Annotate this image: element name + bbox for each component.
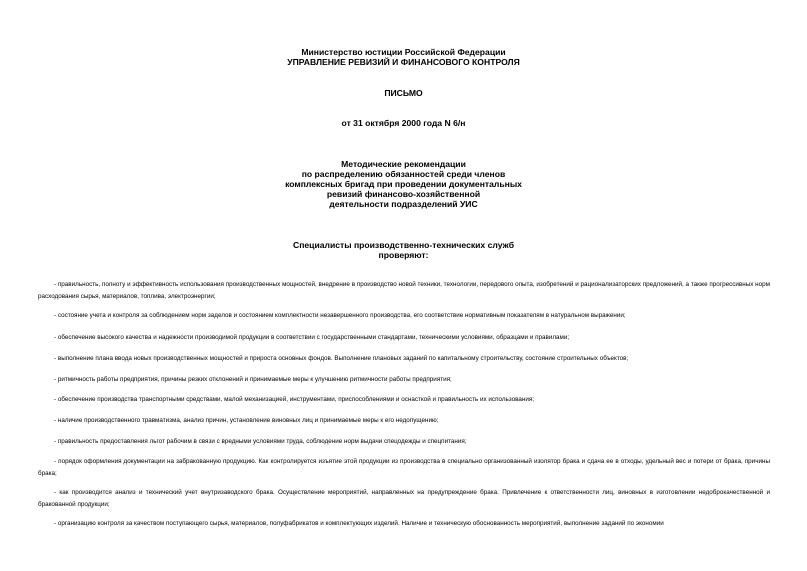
list-item: - состояние учета и контроля за соблюдением норм заделов и состоянием комплектности незавершенного производства, его соответствие нормативным показателям в натуральном выражении; xyxy=(54,312,626,319)
list-item: - правильность предоставления льгот рабочим в связи с вредными условиями труда, соблюдение норм выдачи спецодежды и спецпитания; xyxy=(54,438,467,445)
title-line: по распределению обязанностей среди членов xyxy=(301,169,506,179)
list-item: - порядок оформления документации на забракованную продукцию. Как контролируется изъятие этой продукции из производства в специально организованный изолятор брака и сдача ее в отходы, удельный вес и потери от брака, причины брака; xyxy=(38,458,770,477)
issuer-department: УПРАВЛЕНИЕ РЕВИЗИЙ И ФИНАНСОВОГО КОНТРОЛЯ xyxy=(287,57,520,67)
title-line: комплексных бригад при проведении документальных xyxy=(285,179,522,189)
title-line: деятельности подразделений УИС xyxy=(329,199,478,209)
issuer-block xyxy=(0,47,807,67)
list-item: - обеспечение производства транспортными средствами, малой механизацией, инструментами, приспособлениями и оснасткой и правильность их использования; xyxy=(54,396,535,403)
document-title xyxy=(0,159,807,209)
section-heading-line: Специалисты производственно-технических служб xyxy=(292,240,515,250)
document-date-label: от 31 октября 2000 года N 6/н xyxy=(341,118,466,128)
section-heading xyxy=(0,240,807,260)
list-item: - наличие производственного травматизма, анализ причин, установление виновных лиц и принимаемые меры к его недопущению; xyxy=(54,417,439,424)
list-item: - выполнение плана ввода новых производственных мощностей и прироста основных фондов. Выполнение плановых заданий по капитальному строительству, состояние строительных объектов; xyxy=(54,355,629,362)
list-item: - как производится анализ и технический учет внутризаводского брака. Осуществление мероприятий, направленных на предупреждение брака. Привлечение к ответственности лиц, виновных в изготовлении недоброкачественной и бракованной продукции; xyxy=(38,489,770,508)
list-item: - правильность, полноту и эффективность использования производственных мощностей, внедрение в производство новой техники, технологии, передового опыта, изобретений и рационализаторских предложений, а также прогрессивных норм расходования сырья, материалов, топлива, электроэнергии; xyxy=(38,281,770,300)
list-item: - организацию контроля за качеством поступающего сырья, материалов, полуфабрикатов и комплектующих изделий. Наличие и техническую обоснованность мероприятий, выполнение заданий по экономии xyxy=(54,520,664,527)
section-heading-line: проверяют: xyxy=(378,250,429,260)
issuer-ministry: Министерство юстиции Российской Федерации xyxy=(301,47,506,57)
list-item: - ритмичность работы предприятия, причины резких отклонений и принимаемые меры к улучшению ритмичности работы предприятия; xyxy=(54,376,452,383)
title-line: Методические рекомендации xyxy=(341,159,466,169)
list-item: - обеспечение высокого качества и надежности производимой продукции в соответствии с государственными стандартами, техническими условиями, образцами и правилами; xyxy=(54,334,570,341)
document-type-label: ПИСЬМО xyxy=(384,88,423,98)
title-line: ревизий финансово-хозяйственной xyxy=(326,189,481,199)
document-date xyxy=(0,118,807,128)
document-type xyxy=(0,88,807,98)
